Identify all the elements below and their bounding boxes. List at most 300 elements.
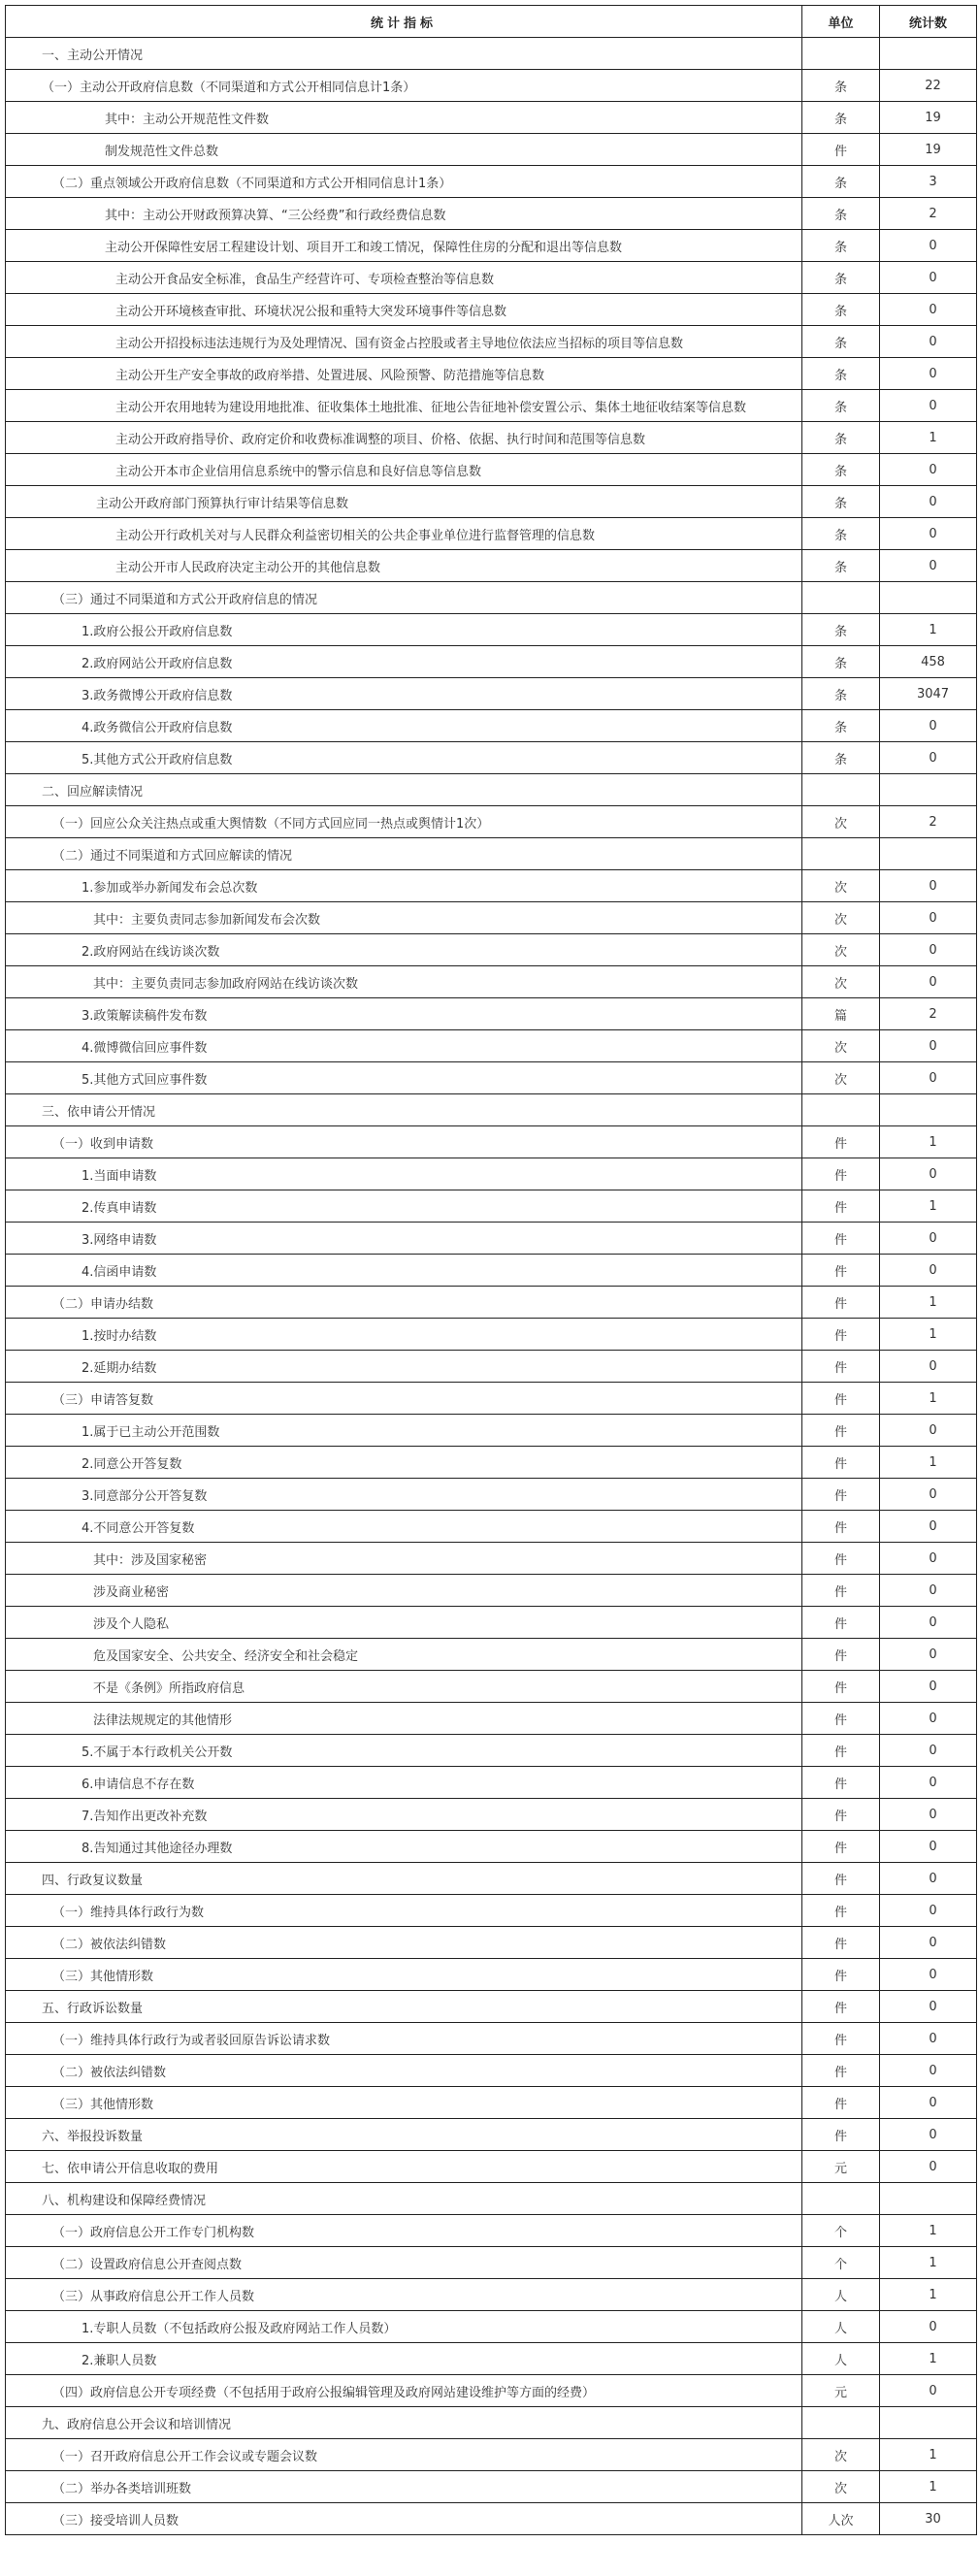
count-cell: 1 bbox=[880, 2279, 977, 2311]
indicator-cell: （一）维持具体行政行为或者驳回原告诉讼请求数 bbox=[6, 2023, 802, 2055]
table-row bbox=[6, 1671, 977, 1703]
table-row bbox=[6, 1895, 977, 1927]
indicator-cell: 4.政务微信公开政府信息数 bbox=[6, 710, 802, 742]
unit-cell: 件 bbox=[802, 1351, 880, 1383]
table-row bbox=[6, 646, 977, 678]
indicator-cell: 1.按时办结数 bbox=[6, 1319, 802, 1351]
table-row bbox=[6, 198, 977, 230]
unit-cell: 人 bbox=[802, 2279, 880, 2311]
table-row bbox=[6, 454, 977, 486]
unit-cell: 条 bbox=[802, 614, 880, 646]
table-row bbox=[6, 1511, 977, 1543]
indicator-cell: 其中：主要负责同志参加政府网站在线访谈次数 bbox=[6, 966, 802, 998]
indicator-cell: 1.属于已主动公开范围数 bbox=[6, 1415, 802, 1447]
unit-cell: 件 bbox=[802, 1607, 880, 1639]
unit-cell: 条 bbox=[802, 198, 880, 230]
indicator-cell: 5.其他方式公开政府信息数 bbox=[6, 742, 802, 774]
unit-cell: 件 bbox=[802, 1319, 880, 1351]
unit-cell: 件 bbox=[802, 1190, 880, 1223]
indicator-cell: 1.参加或举办新闻发布会总次数 bbox=[6, 870, 802, 902]
indicator-cell: 主动公开政府部门预算执行审计结果等信息数 bbox=[6, 486, 802, 518]
unit-cell: 件 bbox=[802, 1511, 880, 1543]
unit-cell: 条 bbox=[802, 102, 880, 134]
unit-cell: 条 bbox=[802, 70, 880, 102]
unit-cell: 件 bbox=[802, 1447, 880, 1479]
count-cell bbox=[880, 838, 977, 870]
unit-cell: 条 bbox=[802, 518, 880, 550]
unit-cell: 件 bbox=[802, 1703, 880, 1735]
count-cell: 1 bbox=[880, 2247, 977, 2279]
table-row bbox=[6, 966, 977, 998]
indicator-cell: 危及国家安全、公共安全、经济安全和社会稳定 bbox=[6, 1639, 802, 1671]
table-row bbox=[6, 1094, 977, 1126]
indicator-cell: （二）被依法纠错数 bbox=[6, 2055, 802, 2087]
table-row bbox=[6, 2087, 977, 2119]
unit-cell: 元 bbox=[802, 2375, 880, 2407]
indicator-cell: 八、机构建设和保障经费情况 bbox=[6, 2183, 802, 2215]
unit-cell: 条 bbox=[802, 742, 880, 774]
indicator-cell: （三）接受培训人员数 bbox=[6, 2503, 802, 2535]
unit-cell bbox=[802, 2407, 880, 2439]
unit-cell: 次 bbox=[802, 934, 880, 966]
unit-cell: 人 bbox=[802, 2343, 880, 2375]
indicator-cell: （二）举办各类培训班数 bbox=[6, 2471, 802, 2503]
indicator-cell: 2.传真申请数 bbox=[6, 1190, 802, 1223]
table-row bbox=[6, 358, 977, 390]
count-cell: 0 bbox=[880, 486, 977, 518]
count-cell: 0 bbox=[880, 454, 977, 486]
indicator-cell: 2.同意公开答复数 bbox=[6, 1447, 802, 1479]
table-row bbox=[6, 294, 977, 326]
table-row bbox=[6, 1703, 977, 1735]
indicator-cell: 2.延期办结数 bbox=[6, 1351, 802, 1383]
table-row bbox=[6, 806, 977, 838]
indicator-cell: 其中：主动公开财政预算决算、“三公经费”和行政经费信息数 bbox=[6, 198, 802, 230]
unit-cell: 件 bbox=[802, 1575, 880, 1607]
statistics-table bbox=[5, 5, 977, 2535]
count-cell bbox=[880, 582, 977, 614]
indicator-cell: 5.其他方式回应事件数 bbox=[6, 1062, 802, 1094]
count-cell: 3 bbox=[880, 166, 977, 198]
table-row bbox=[6, 1543, 977, 1575]
indicator-cell: （二）申请办结数 bbox=[6, 1287, 802, 1319]
count-cell: 0 bbox=[880, 294, 977, 326]
count-cell: 22 bbox=[880, 70, 977, 102]
count-cell: 0 bbox=[880, 742, 977, 774]
unit-cell: 件 bbox=[802, 1735, 880, 1767]
count-cell: 0 bbox=[880, 1799, 977, 1831]
indicator-cell: 3.政务微博公开政府信息数 bbox=[6, 678, 802, 710]
unit-cell bbox=[802, 582, 880, 614]
indicator-cell: 六、举报投诉数量 bbox=[6, 2119, 802, 2151]
unit-cell: 条 bbox=[802, 358, 880, 390]
count-cell: 1 bbox=[880, 1126, 977, 1158]
table-row bbox=[6, 1767, 977, 1799]
table-row bbox=[6, 838, 977, 870]
count-cell: 1 bbox=[880, 422, 977, 454]
table-row bbox=[6, 2247, 977, 2279]
indicator-cell: 3.同意部分公开答复数 bbox=[6, 1479, 802, 1511]
indicator-cell: 主动公开生产安全事故的政府举措、处置进展、风险预警、防范措施等信息数 bbox=[6, 358, 802, 390]
count-cell: 0 bbox=[880, 1895, 977, 1927]
table-row bbox=[6, 326, 977, 358]
count-cell: 0 bbox=[880, 550, 977, 582]
indicator-cell: 制发规范性文件总数 bbox=[6, 134, 802, 166]
count-cell: 0 bbox=[880, 262, 977, 294]
unit-cell: 条 bbox=[802, 486, 880, 518]
indicator-cell: 二、回应解读情况 bbox=[6, 774, 802, 806]
unit-cell: 个 bbox=[802, 2215, 880, 2247]
table-row bbox=[6, 1190, 977, 1223]
count-cell: 0 bbox=[880, 1479, 977, 1511]
table-row bbox=[6, 1479, 977, 1511]
indicator-cell: （一）回应公众关注热点或重大舆情数（不同方式回应同一热点或舆情计1次） bbox=[6, 806, 802, 838]
table-row bbox=[6, 1447, 977, 1479]
count-cell: 1 bbox=[880, 1190, 977, 1223]
unit-cell: 件 bbox=[802, 1126, 880, 1158]
indicator-cell: 不是《条例》所指政府信息 bbox=[6, 1671, 802, 1703]
count-cell: 458 bbox=[880, 646, 977, 678]
count-cell: 0 bbox=[880, 2151, 977, 2183]
indicator-cell: 主动公开政府指导价、政府定价和收费标准调整的项目、价格、依据、执行时间和范围等信息数 bbox=[6, 422, 802, 454]
count-cell: 0 bbox=[880, 1703, 977, 1735]
indicator-cell: 主动公开食品安全标准，食品生产经营许可、专项检查整治等信息数 bbox=[6, 262, 802, 294]
table-row bbox=[6, 1927, 977, 1959]
table-row bbox=[6, 2343, 977, 2375]
table-row bbox=[6, 1607, 977, 1639]
count-cell bbox=[880, 2407, 977, 2439]
count-cell: 1 bbox=[880, 1447, 977, 1479]
indicator-cell: 8.告知通过其他途径办理数 bbox=[6, 1831, 802, 1863]
table-row bbox=[6, 1383, 977, 1415]
header-count: 统计数 bbox=[880, 6, 977, 38]
table-row bbox=[6, 2279, 977, 2311]
count-cell bbox=[880, 774, 977, 806]
table-row bbox=[6, 2183, 977, 2215]
count-cell: 0 bbox=[880, 1991, 977, 2023]
count-cell: 0 bbox=[880, 1927, 977, 1959]
count-cell: 0 bbox=[880, 2055, 977, 2087]
count-cell: 0 bbox=[880, 326, 977, 358]
table-row bbox=[6, 1639, 977, 1671]
unit-cell: 件 bbox=[802, 2087, 880, 2119]
count-cell: 0 bbox=[880, 1351, 977, 1383]
unit-cell: 篇 bbox=[802, 998, 880, 1030]
count-cell: 0 bbox=[880, 2375, 977, 2407]
unit-cell: 件 bbox=[802, 1255, 880, 1287]
table-row bbox=[6, 1415, 977, 1447]
count-cell: 0 bbox=[880, 1863, 977, 1895]
table-row bbox=[6, 1319, 977, 1351]
unit-cell: 件 bbox=[802, 1543, 880, 1575]
count-cell: 2 bbox=[880, 806, 977, 838]
unit-cell: 人次 bbox=[802, 2503, 880, 2535]
unit-cell: 件 bbox=[802, 1671, 880, 1703]
unit-cell: 件 bbox=[802, 1223, 880, 1255]
table-row bbox=[6, 2407, 977, 2439]
unit-cell: 条 bbox=[802, 422, 880, 454]
indicator-cell: 四、行政复议数量 bbox=[6, 1863, 802, 1895]
unit-cell: 次 bbox=[802, 2471, 880, 2503]
table-row bbox=[6, 2023, 977, 2055]
indicator-cell: 三、依申请公开情况 bbox=[6, 1094, 802, 1126]
table-row bbox=[6, 2151, 977, 2183]
indicator-cell: （二）设置政府信息公开查阅点数 bbox=[6, 2247, 802, 2279]
count-cell: 0 bbox=[880, 1607, 977, 1639]
count-cell: 0 bbox=[880, 1543, 977, 1575]
indicator-cell: 3.网络申请数 bbox=[6, 1223, 802, 1255]
indicator-cell: （三）通过不同渠道和方式公开政府信息的情况 bbox=[6, 582, 802, 614]
table-row bbox=[6, 1351, 977, 1383]
indicator-cell: 5.不属于本行政机关公开数 bbox=[6, 1735, 802, 1767]
indicator-cell: （一）政府信息公开工作专门机构数 bbox=[6, 2215, 802, 2247]
table-row bbox=[6, 582, 977, 614]
indicator-cell: （三）其他情形数 bbox=[6, 1959, 802, 1991]
count-cell: 0 bbox=[880, 2087, 977, 2119]
unit-cell: 条 bbox=[802, 326, 880, 358]
unit-cell: 条 bbox=[802, 454, 880, 486]
indicator-cell: （一）主动公开政府信息数（不同渠道和方式公开相同信息计1条） bbox=[6, 70, 802, 102]
unit-cell: 件 bbox=[802, 2055, 880, 2087]
count-cell: 0 bbox=[880, 2119, 977, 2151]
table-row bbox=[6, 230, 977, 262]
indicator-cell: （三）申请答复数 bbox=[6, 1383, 802, 1415]
table-row bbox=[6, 774, 977, 806]
indicator-cell: 主动公开农用地转为建设用地批准、征收集体土地批准、征地公告征地补偿安置公示、集体土地征收结案等信息数 bbox=[6, 390, 802, 422]
unit-cell: 件 bbox=[802, 1639, 880, 1671]
indicator-cell: 五、行政诉讼数量 bbox=[6, 1991, 802, 2023]
table-row bbox=[6, 166, 977, 198]
count-cell: 0 bbox=[880, 902, 977, 934]
count-cell: 0 bbox=[880, 1639, 977, 1671]
table-header-row bbox=[6, 6, 977, 38]
count-cell: 0 bbox=[880, 1511, 977, 1543]
count-cell: 0 bbox=[880, 1415, 977, 1447]
indicator-cell: 主动公开保障性安居工程建设计划、项目开工和竣工情况，保障性住房的分配和退出等信息数 bbox=[6, 230, 802, 262]
table-row bbox=[6, 1799, 977, 1831]
count-cell: 0 bbox=[880, 1735, 977, 1767]
unit-cell: 次 bbox=[802, 966, 880, 998]
indicator-cell: 主动公开市人民政府决定主动公开的其他信息数 bbox=[6, 550, 802, 582]
count-cell: 0 bbox=[880, 1223, 977, 1255]
unit-cell: 人 bbox=[802, 2311, 880, 2343]
table-row bbox=[6, 1287, 977, 1319]
table-row bbox=[6, 1991, 977, 2023]
unit-cell: 条 bbox=[802, 390, 880, 422]
count-cell: 1 bbox=[880, 2439, 977, 2471]
unit-cell: 条 bbox=[802, 678, 880, 710]
unit-cell: 元 bbox=[802, 2151, 880, 2183]
indicator-cell: 3.政策解读稿件发布数 bbox=[6, 998, 802, 1030]
indicator-cell: 主动公开招投标违法违规行为及处理情况、国有资金占控股或者主导地位依法应当招标的项目等信息数 bbox=[6, 326, 802, 358]
table-row bbox=[6, 550, 977, 582]
unit-cell: 件 bbox=[802, 1895, 880, 1927]
indicator-cell: （二）被依法纠错数 bbox=[6, 1927, 802, 1959]
unit-cell: 件 bbox=[802, 1287, 880, 1319]
indicator-cell: 主动公开环境核查审批、环境状况公报和重特大突发环境事件等信息数 bbox=[6, 294, 802, 326]
count-cell: 0 bbox=[880, 966, 977, 998]
table-row bbox=[6, 2119, 977, 2151]
unit-cell: 件 bbox=[802, 1991, 880, 2023]
indicator-cell: 6.申请信息不存在数 bbox=[6, 1767, 802, 1799]
unit-cell: 次 bbox=[802, 1062, 880, 1094]
count-cell: 0 bbox=[880, 358, 977, 390]
table-row bbox=[6, 1223, 977, 1255]
count-cell: 1 bbox=[880, 1287, 977, 1319]
indicator-cell: （三）从事政府信息公开工作人员数 bbox=[6, 2279, 802, 2311]
table-row bbox=[6, 2055, 977, 2087]
count-cell: 0 bbox=[880, 2023, 977, 2055]
table-row bbox=[6, 1575, 977, 1607]
indicator-cell: 七、依申请公开信息收取的费用 bbox=[6, 2151, 802, 2183]
table-row bbox=[6, 38, 977, 70]
count-cell: 1 bbox=[880, 2471, 977, 2503]
indicator-cell: 法律法规规定的其他情形 bbox=[6, 1703, 802, 1735]
table-row bbox=[6, 1255, 977, 1287]
unit-cell: 条 bbox=[802, 262, 880, 294]
count-cell: 0 bbox=[880, 1959, 977, 1991]
table-row bbox=[6, 998, 977, 1030]
table-row bbox=[6, 102, 977, 134]
unit-cell: 次 bbox=[802, 1030, 880, 1062]
table-row bbox=[6, 2471, 977, 2503]
count-cell bbox=[880, 1094, 977, 1126]
table-row bbox=[6, 742, 977, 774]
count-cell: 0 bbox=[880, 518, 977, 550]
table-row bbox=[6, 1831, 977, 1863]
table-row bbox=[6, 2503, 977, 2535]
count-cell: 0 bbox=[880, 1030, 977, 1062]
indicator-cell: 涉及个人隐私 bbox=[6, 1607, 802, 1639]
indicator-cell: 其中：主要负责同志参加新闻发布会次数 bbox=[6, 902, 802, 934]
count-cell: 19 bbox=[880, 134, 977, 166]
count-cell bbox=[880, 38, 977, 70]
indicator-cell: 其中：涉及国家秘密 bbox=[6, 1543, 802, 1575]
unit-cell: 件 bbox=[802, 134, 880, 166]
unit-cell: 条 bbox=[802, 166, 880, 198]
unit-cell bbox=[802, 1094, 880, 1126]
unit-cell: 次 bbox=[802, 806, 880, 838]
table-row bbox=[6, 2215, 977, 2247]
unit-cell bbox=[802, 838, 880, 870]
table-row bbox=[6, 486, 977, 518]
table-row bbox=[6, 422, 977, 454]
unit-cell bbox=[802, 774, 880, 806]
indicator-cell: （一）召开政府信息公开工作会议或专题会议数 bbox=[6, 2439, 802, 2471]
indicator-cell: （三）其他情形数 bbox=[6, 2087, 802, 2119]
indicator-cell: （一）收到申请数 bbox=[6, 1126, 802, 1158]
count-cell: 0 bbox=[880, 2311, 977, 2343]
unit-cell: 件 bbox=[802, 1959, 880, 1991]
unit-cell: 次 bbox=[802, 902, 880, 934]
table-row bbox=[6, 678, 977, 710]
indicator-cell: 4.不同意公开答复数 bbox=[6, 1511, 802, 1543]
table-body bbox=[6, 38, 977, 2535]
count-cell: 0 bbox=[880, 870, 977, 902]
indicator-cell: 涉及商业秘密 bbox=[6, 1575, 802, 1607]
count-cell: 0 bbox=[880, 1062, 977, 1094]
count-cell: 1 bbox=[880, 2215, 977, 2247]
unit-cell: 次 bbox=[802, 870, 880, 902]
unit-cell: 件 bbox=[802, 1767, 880, 1799]
table-row bbox=[6, 70, 977, 102]
indicator-cell: 2.政府网站公开政府信息数 bbox=[6, 646, 802, 678]
unit-cell: 件 bbox=[802, 1383, 880, 1415]
table-row bbox=[6, 1863, 977, 1895]
unit-cell: 条 bbox=[802, 230, 880, 262]
indicator-cell: 1.当面申请数 bbox=[6, 1158, 802, 1190]
count-cell: 0 bbox=[880, 1255, 977, 1287]
count-cell: 3047 bbox=[880, 678, 977, 710]
indicator-cell: 一、主动公开情况 bbox=[6, 38, 802, 70]
indicator-cell: （四）政府信息公开专项经费（不包括用于政府公报编辑管理及政府网站建设维护等方面的经费） bbox=[6, 2375, 802, 2407]
indicator-cell: 主动公开行政机关对与人民群众利益密切相关的公共企事业单位进行监督管理的信息数 bbox=[6, 518, 802, 550]
unit-cell: 条 bbox=[802, 294, 880, 326]
unit-cell: 条 bbox=[802, 710, 880, 742]
unit-cell bbox=[802, 2183, 880, 2215]
count-cell: 0 bbox=[880, 1575, 977, 1607]
unit-cell: 件 bbox=[802, 2023, 880, 2055]
table-row bbox=[6, 1959, 977, 1991]
table-row bbox=[6, 870, 977, 902]
count-cell: 19 bbox=[880, 102, 977, 134]
table-row bbox=[6, 134, 977, 166]
table-row bbox=[6, 1126, 977, 1158]
count-cell: 0 bbox=[880, 1158, 977, 1190]
indicator-cell: 2.政府网站在线访谈次数 bbox=[6, 934, 802, 966]
count-cell: 0 bbox=[880, 934, 977, 966]
count-cell bbox=[880, 2183, 977, 2215]
table-row bbox=[6, 614, 977, 646]
indicator-cell: 九、政府信息公开会议和培训情况 bbox=[6, 2407, 802, 2439]
count-cell: 30 bbox=[880, 2503, 977, 2535]
table-row bbox=[6, 1158, 977, 1190]
unit-cell: 件 bbox=[802, 1799, 880, 1831]
indicator-cell: 2.兼职人员数 bbox=[6, 2343, 802, 2375]
table-row bbox=[6, 1062, 977, 1094]
indicator-cell: 7.告知作出更改补充数 bbox=[6, 1799, 802, 1831]
indicator-cell: （一）维持具体行政行为数 bbox=[6, 1895, 802, 1927]
count-cell: 0 bbox=[880, 390, 977, 422]
indicator-cell: 4.微博微信回应事件数 bbox=[6, 1030, 802, 1062]
indicator-cell: 1.专职人员数（不包括政府公报及政府网站工作人员数） bbox=[6, 2311, 802, 2343]
count-cell: 0 bbox=[880, 1767, 977, 1799]
table-row bbox=[6, 1735, 977, 1767]
indicator-cell: 主动公开本市企业信用信息系统中的警示信息和良好信息等信息数 bbox=[6, 454, 802, 486]
table-row bbox=[6, 262, 977, 294]
unit-cell: 件 bbox=[802, 1863, 880, 1895]
unit-cell: 次 bbox=[802, 2439, 880, 2471]
count-cell: 2 bbox=[880, 998, 977, 1030]
table-row bbox=[6, 2311, 977, 2343]
count-cell: 0 bbox=[880, 1671, 977, 1703]
table-row bbox=[6, 902, 977, 934]
count-cell: 2 bbox=[880, 198, 977, 230]
unit-cell: 件 bbox=[802, 1831, 880, 1863]
unit-cell bbox=[802, 38, 880, 70]
unit-cell: 件 bbox=[802, 1479, 880, 1511]
table-row bbox=[6, 2439, 977, 2471]
unit-cell: 件 bbox=[802, 2119, 880, 2151]
count-cell: 1 bbox=[880, 1319, 977, 1351]
header-indicator: 统计指标 bbox=[6, 6, 802, 38]
count-cell: 0 bbox=[880, 230, 977, 262]
count-cell: 0 bbox=[880, 1831, 977, 1863]
unit-cell: 件 bbox=[802, 1158, 880, 1190]
unit-cell: 个 bbox=[802, 2247, 880, 2279]
table-row bbox=[6, 518, 977, 550]
count-cell: 1 bbox=[880, 2343, 977, 2375]
